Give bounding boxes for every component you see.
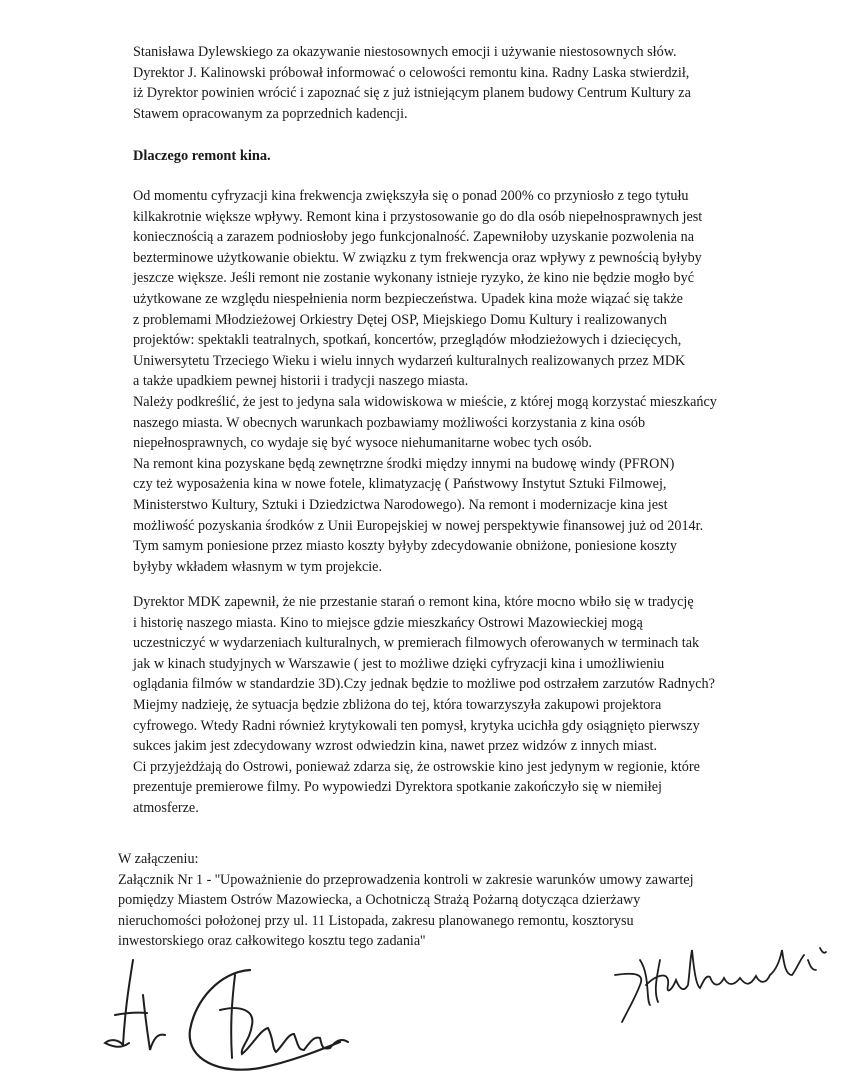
text-line: czy też wyposażenia kina w nowe fotele, klimatyzację ( Państwowy Instytut Sztuki Filmowej, xyxy=(133,476,667,493)
text-line: Tym samym poniesione przez miasto koszty byłyby zdecydowanie obniżone, poniesione koszty xyxy=(133,538,677,555)
text-line: oglądania filmów w standardzie 3D).Czy jednak będzie to możliwe pod ostrzałem zarzutów Radnych? xyxy=(133,676,715,693)
text-line: Ci przyjeżdżają do Ostrowi, ponieważ zdarza się, że ostrowskie kino jest jedynym w regionie, które xyxy=(133,758,700,775)
signature-initials-left xyxy=(95,955,190,1065)
text-line: a także upadkiem pewnej historii i tradycji naszego miasta. xyxy=(133,373,469,390)
text-line: iż Dyrektor powinien wrócić i zapoznać się z już istniejącym planem budowy Centrum Kultury za xyxy=(133,85,691,102)
text-line: naszego miasta. W obecnych warunkach pozbawiamy możliwości korzystania z kina osób xyxy=(133,414,646,431)
text-line: prezentuje premierowe filmy. Po wypowiedzi Dyrektora spotkanie zakończyło się w niemiłej xyxy=(133,779,662,796)
text-line: Miejmy nadzieję, że sytuacja będzie zbliżona do tej, która towarzyszyła zakupowi projektora xyxy=(133,696,662,713)
text-line: Na remont kina pozyskane będą zewnętrzne środki między innymi na budowę windy (PFRON) xyxy=(133,455,675,472)
text-line: Stanisława Dylewskiego za okazywanie niestosownych emocji i używanie niestosownych słów. xyxy=(133,44,677,60)
text-line: Od momentu cyfryzacji kina frekwencja zwiększyła się o ponad 200% co przyniosło z tego tytułu xyxy=(133,188,689,204)
text-line: koniecznością a zarazem podniosłoby jego funkcjonalność. Zapewniłoby uzyskanie pozwolenia na xyxy=(133,229,695,246)
text-line: użytkowane ze względu niespełnienia norm bezpieczeństwa. Upadek kina może wiązać się także xyxy=(133,290,683,307)
text-line: z problemami Młodzieżowej Orkiestry Dętej OSP, Miejskiego Domu Kultury i realizowanych xyxy=(133,311,667,328)
text-line: bezterminowe użytkowanie obiektu. W związku z tym frekwencja oraz wpływy z pewnością byłyby xyxy=(133,249,702,266)
text-line: nieruchomości położonej przy ul. 11 Listopada, zakresu planowanego remontu, kosztorysu xyxy=(118,912,634,929)
text-line: cyfrowego. Wtedy Radni również krytykowali ten pomysł, krytyka ucichła gdy osiągnięto pierwszy xyxy=(133,717,700,734)
signature-right xyxy=(610,930,850,1030)
text-line: uczestniczyć w wydarzeniach kulturalnych, w premierach filmowych oferowanych w terminach tak xyxy=(133,635,700,652)
text-line: Stawem opracowanym za poprzednich kadencji. xyxy=(133,105,408,122)
text-line: możliwość pozyskania środków z Unii Europejskiej w nowej perspektywie finansowej już od 2014r. xyxy=(133,517,704,534)
text-line: inwestorskiego oraz całkowitego kosztu tego zadania'' xyxy=(118,933,426,950)
text-line: pomiędzy Miastem Ostrów Mazowiecka, a Ochotniczą Strażą Pożarną dotycząca dzierżawy xyxy=(118,892,641,909)
text-line: sukces jakim jest zdecydowany wzrost odwiedzin kina, nawet przez widzów z innych miast. xyxy=(133,738,657,755)
text-line: Ministerstwo Kultury, Sztuki i Dziedzictwa Narodowego). Na remont i modernizacje kina jest xyxy=(133,496,668,513)
text-line: i historię naszego miasta. Kino to miejsce gdzie mieszkańcy Ostrowi Mazowieckiej mogą xyxy=(133,614,643,631)
text-line: Dyrektor MDK zapewnił, że nie przestanie starań o remont kina, które mocno wbiło się w tradycję xyxy=(133,594,694,610)
attachment-heading: W załączeniu: xyxy=(118,851,199,867)
section-heading: Dlaczego remont kina. xyxy=(133,148,271,164)
signature-center xyxy=(180,950,380,1080)
mdk-paragraph xyxy=(133,592,833,819)
text-line: Uniwersytetu Trzeciego Wieku i wielu innych wydarzeń kulturalnych realizowanych przez MDK xyxy=(133,352,686,369)
intro-paragraph xyxy=(133,42,833,124)
text-line: Załącznik Nr 1 - ''Upoważnienie do przeprowadzenia kontroli w zakresie warunków umowy zawartej xyxy=(118,871,694,888)
text-line: projektów: spektakli teatralnych, spotkań, koncertów, przeglądów młodzieżowych i dziecięcych, xyxy=(133,332,682,349)
text-line: Należy podkreślić, że jest to jedyna sala widowiskowa w mieście, z której mogą korzystać mieszkańcy xyxy=(133,393,717,410)
signature-right-text: J Kalinowski xyxy=(690,1026,696,1027)
text-line: jak w kinach studyjnych w Warszawie ( jest to możliwe dzięki cyfryzacji kina i umożliwieniu xyxy=(133,655,665,672)
text-line: niepełnosprawnych, co wydaje się być wysoce niehumanitarne wobec tych osób. xyxy=(133,435,592,452)
text-line: Dyrektor J. Kalinowski próbował informować o celowości remontu kina. Radny Laska stwierdził, xyxy=(133,64,690,81)
text-line: byłyby wkładem własnym w tym projekcie. xyxy=(133,558,383,575)
text-line: kilkakrotnie większe wpływy. Remont kina i przystosowanie go do dla osób niepełnosprawnych jest xyxy=(133,208,703,225)
text-line: jeszcze większe. Jeśli remont nie zostanie wykonany istnieje ryzyko, że kino nie będzie mogło być xyxy=(133,270,695,287)
remont-paragraph xyxy=(133,186,833,577)
text-line: atmosferze. xyxy=(133,799,199,816)
